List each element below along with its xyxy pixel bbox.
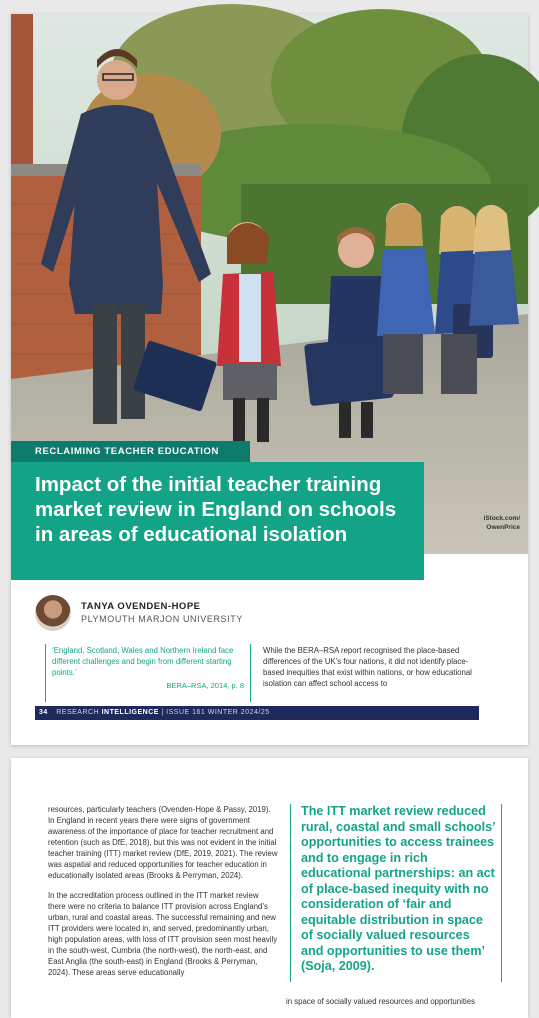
author-avatar	[35, 595, 71, 631]
epigraph-quote	[45, 644, 251, 702]
author-name: TANYA OVENDEN-HOPE	[81, 601, 201, 612]
page-number: 34	[39, 709, 48, 716]
issue-info: | ISSUE 161 WINTER 2024/25	[161, 709, 270, 716]
pull-quote-box	[290, 804, 502, 982]
body-column-left	[48, 804, 278, 987]
body-column-right-clipped: in space of socially valued resources and opportunities	[286, 997, 475, 1006]
epigraph-text: ‘England, Scotland, Wales and Northern Ireland face different challenges and begin from different starting points.’	[52, 646, 234, 677]
body-paragraph-2: In the accreditation process outlined in the ITT market review there were no criteria to balance ITT provision across England’s urban, rural and coastal areas. The successful remaining and new ITT providers were located in, and served, predominantly urban, high population areas, with loss of ITT provision seen most heavily in the south-west, Cumbria (the north-west), the north-east, and East Anglia (the south-east) in England (Brooks & Perryman, 2024). These areas serve educationally	[48, 891, 278, 977]
body-paragraph-1: resources, particularly teachers (Ovenden-Hope & Passy, 2019). In England in recent years there were signs of government awareness of the importance of place for teacher recruitment and retention (such as DfE, 2018), but this was not evident in the initial teacher training (ITT) market review (DfE, 2019, 2021). The review was aspatial and reduced opportunities for teacher education in educationally isolated areas (Brooks & Perryman, 2024).	[48, 805, 278, 880]
magazine-name-bold: INTELLIGENCE	[101, 709, 159, 716]
article-headline: Impact of the initial teacher training market review in England on schools in areas of educational isolation	[35, 473, 397, 546]
magazine-page-34	[11, 14, 528, 745]
headline-box	[11, 462, 424, 580]
magazine-page-35	[11, 758, 528, 1018]
section-kicker: RECLAIMING TEACHER EDUCATION	[11, 441, 250, 462]
page-footer	[35, 706, 479, 720]
pull-quote: The ITT market review reduced rural, coastal and small schools’ opportunities to access trainees and to engage in rich educational partnerships: an act of place-based inequity with no consideration of ‘fair and equitable distribution in space of socially valued resources and opportunities to use them’ (Soja, 2009).	[301, 804, 495, 973]
magazine-name-light: RESEARCH	[56, 709, 100, 716]
author-info	[81, 601, 243, 625]
author-affiliation: PLYMOUTH MARJON UNIVERSITY	[81, 614, 243, 624]
photo-credit-line-1: iStock.com/	[483, 515, 520, 522]
epigraph-citation: BERA–RSA, 2014, p. 8	[166, 681, 244, 690]
photo-credit-line-2: OwenPrice	[486, 524, 520, 531]
photo-credit	[484, 514, 520, 532]
author-byline	[35, 594, 243, 632]
intro-paragraph: While the BERA–RSA report recognised the place-based differences of the UK’s four nations, it did not identify place-based inequities that exist within nations, or how educational isolation can affect school access to	[263, 646, 472, 688]
